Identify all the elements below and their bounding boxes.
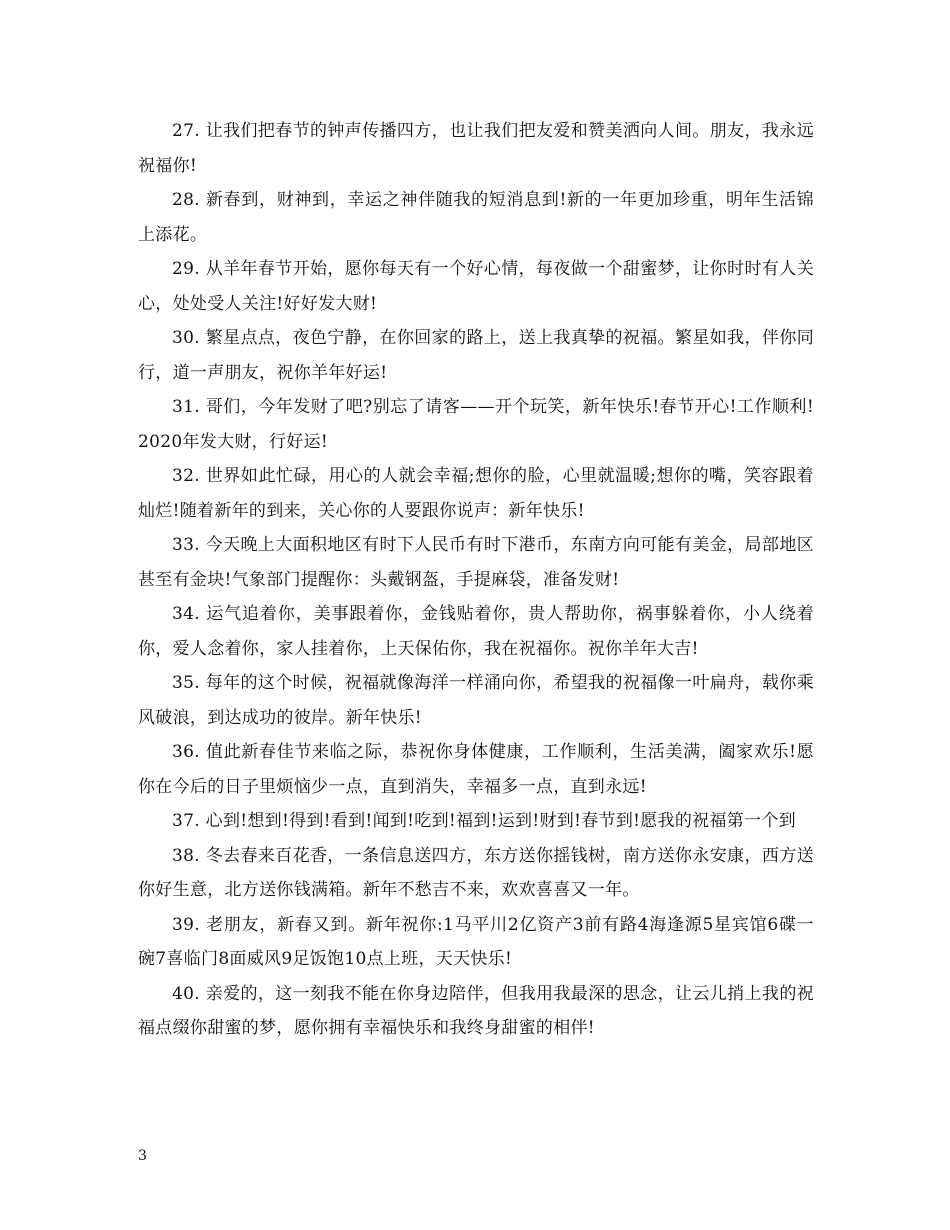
paragraph-28: 28. 新春到，财神到，幸运之神伴随我的短消息到!新的一年更加珍重，明年生活锦上添花。	[138, 190, 814, 245]
paragraph-29: 29. 从羊年春节开始，愿你每天有一个好心情，每夜做一个甜蜜梦，让你时时有人关心，处处受人关注!好好发大财!	[138, 259, 814, 314]
paragraph-27: 27. 让我们把春节的钟声传播四方，也让我们把友爱和赞美洒向人间。朋友，我永远祝福你!	[138, 121, 814, 176]
paragraph-38: 38. 冬去春来百花香，一条信息送四方，东方送你摇钱树，南方送你永安康，西方送你好生意，北方送你钱满箱。新年不愁吉不来，欢欢喜喜又一年。	[138, 845, 814, 900]
paragraph-37: 37. 心到!想到!得到!看到!闻到!吃到!福到!运到!财到!春节到!愿我的祝福第一个到	[172, 811, 796, 831]
paragraph-31: 31. 哥们，今年发财了吧?别忘了请客——开个玩笑，新年快乐!春节开心!工作顺利!2020年发大财，行好运!	[138, 397, 814, 452]
paragraph-34: 34. 运气追着你，美事跟着你，金钱贴着你，贵人帮助你，祸事躲着你，小人绕着你，爱人念着你，家人挂着你，上天保佑你，我在祝福你。祝你羊年大吉!	[138, 604, 814, 659]
paragraph-40: 40. 亲爱的，这一刻我不能在你身边陪伴，但我用我最深的思念，让云儿捎上我的祝福点缀你甜蜜的梦，愿你拥有幸福快乐和我终身甜蜜的相伴!	[138, 983, 814, 1038]
paragraph-39: 39. 老朋友，新春又到。新年祝你:1马平川2亿资产3前有路4海逢源5星宾馆6碟一碗7喜临门8面威风9足饭饱10点上班，天天快乐!	[138, 914, 814, 969]
paragraph-35: 35. 每年的这个时候，祝福就像海洋一样涌向你，希望我的祝福像一叶扁舟，载你乘风破浪，到达成功的彼岸。新年快乐!	[138, 673, 814, 728]
paragraph-36: 36. 值此新春佳节来临之际，恭祝你身体健康，工作顺利，生活美满，阖家欢乐!愿你在今后的日子里烦恼少一点，直到消失，幸福多一点，直到永远!	[138, 742, 814, 797]
paragraph-33: 33. 今天晚上大面积地区有时下人民币有时下港币，东南方向可能有美金，局部地区甚至有金块!气象部门提醒你：头戴钢盔，手提麻袋，准备发财!	[138, 535, 814, 590]
paragraph-32: 32. 世界如此忙碌，用心的人就会幸福;想你的脸，心里就温暖;想你的嘴，笑容跟着灿烂!随着新年的到来，关心你的人要跟你说声：新年快乐!	[138, 466, 814, 521]
paragraph-30: 30. 繁星点点，夜色宁静，在你回家的路上，送上我真挚的祝福。繁星如我，伴你同行，道一声朋友，祝你羊年好运!	[138, 328, 814, 383]
document-body	[138, 114, 814, 1046]
page-number: 3	[138, 1148, 147, 1164]
